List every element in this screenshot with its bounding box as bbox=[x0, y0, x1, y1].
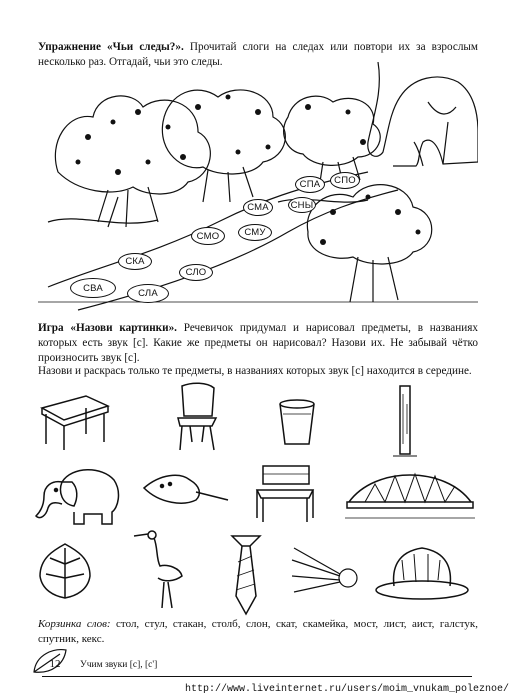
footprint: СКА bbox=[118, 253, 152, 270]
page-number: 12 bbox=[49, 658, 61, 670]
footprint: СПА bbox=[295, 176, 325, 193]
glass-icon bbox=[277, 398, 317, 448]
game-title: Игра «Назови картинки». bbox=[38, 322, 177, 334]
footprints-illustration bbox=[38, 62, 478, 312]
leaf-icon bbox=[36, 540, 94, 602]
footprint: СНЫ bbox=[288, 197, 316, 213]
word-basket bbox=[38, 617, 478, 647]
footprint: СМУ bbox=[238, 224, 272, 241]
satellite-icon bbox=[290, 546, 362, 596]
footprint: СМА bbox=[243, 199, 273, 216]
table-icon bbox=[40, 394, 110, 452]
watermark-url: http://www.liveinternet.ru/users/moim_vnukam_poleznoe/ bbox=[185, 684, 510, 695]
footprint: СЛО bbox=[179, 264, 213, 281]
stork-icon bbox=[130, 528, 190, 610]
task-paragraph: Назови и раскрась только те предметы, в названиях которых звук [с] находится в середине. bbox=[38, 365, 472, 377]
cake-icon bbox=[372, 540, 472, 602]
basket-title: Корзинка слов: bbox=[38, 618, 111, 630]
footer-divider bbox=[42, 676, 472, 677]
exercise-title: Упражнение «Чьи следы?». bbox=[38, 41, 184, 53]
footprint: СВА bbox=[70, 278, 116, 298]
game-text: Речевичок придумал и нарисовал предметы, в названиях которых есть звук [с]. Какие же предметы он нарисовал? Назови их. Не забывай чётко произносить звук [с]. bbox=[38, 322, 478, 364]
bridge-icon bbox=[345, 462, 475, 522]
footprint: СЛА bbox=[127, 284, 169, 303]
bench-icon bbox=[253, 460, 317, 526]
basket-words: стол, стул, стакан, столб, слон, скат, скамейка, мост, лист, аист, галстук, спутник, кекс. bbox=[38, 618, 478, 645]
stingray-icon bbox=[140, 470, 230, 510]
tie-icon bbox=[228, 532, 264, 618]
bushes-illustration bbox=[38, 62, 478, 312]
footprint: СПО bbox=[330, 172, 360, 189]
chair-icon bbox=[172, 382, 222, 452]
footprint: СМО bbox=[191, 227, 225, 245]
elephant-icon bbox=[32, 462, 122, 528]
section-title: Учим звуки [с], [с'] bbox=[80, 660, 158, 670]
post-icon bbox=[393, 384, 417, 458]
game-paragraph bbox=[38, 321, 478, 366]
exercise-text: Прочитай слоги на следах или повтори их за взрослым несколько раз. Отгадай, чьи это следы. bbox=[38, 41, 478, 68]
